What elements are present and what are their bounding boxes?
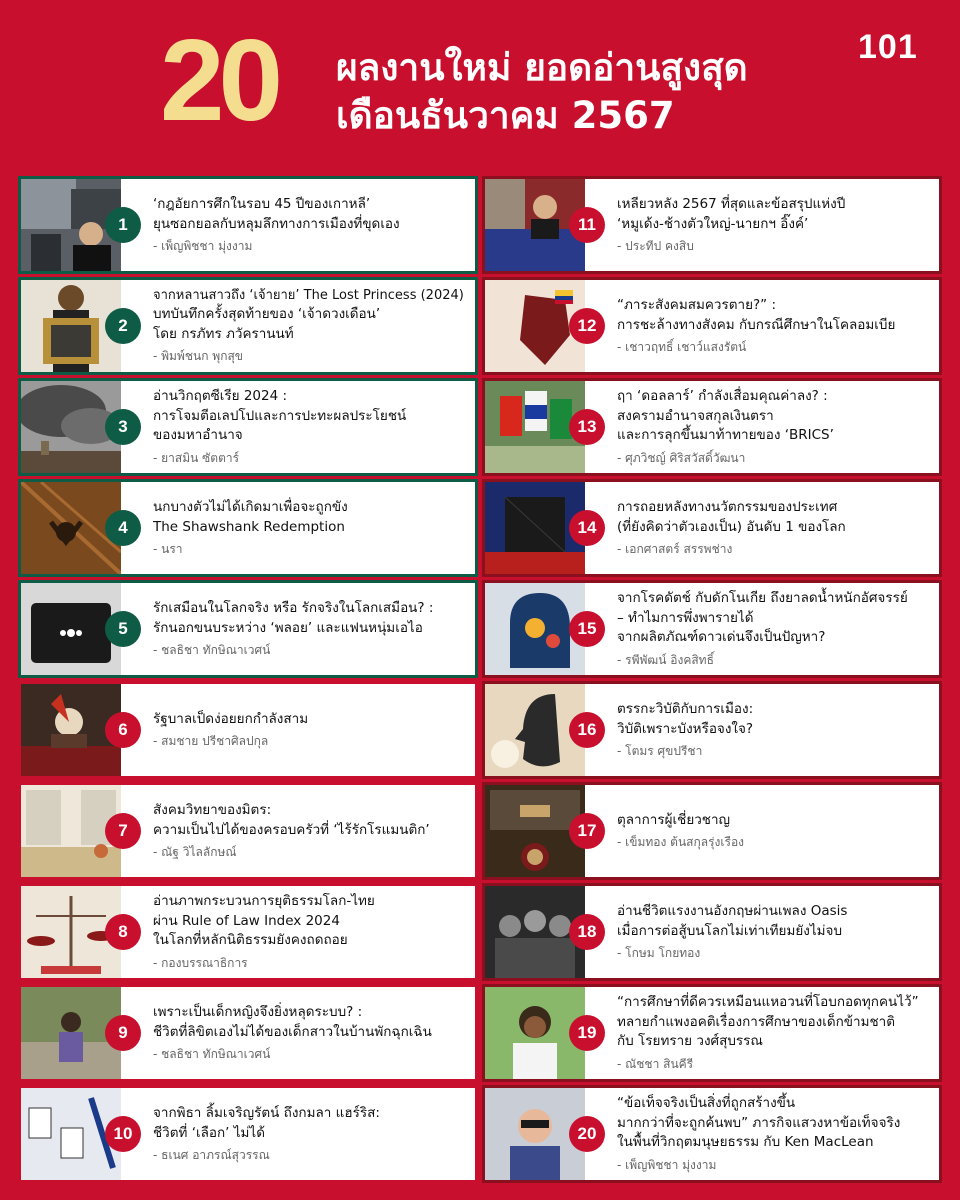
article-text xyxy=(153,179,469,271)
article-card[interactable] xyxy=(482,1085,942,1183)
article-card[interactable] xyxy=(482,883,942,981)
article-text xyxy=(153,684,469,776)
article-title-line: “การศึกษาที่ดีควรเหมือนแหอวนที่โอบกอดทุกคนไว้” xyxy=(617,994,919,1011)
article-text xyxy=(617,280,933,372)
article-title-line: ผ่าน Rule of Law Index 2024 xyxy=(153,912,340,929)
article-author: - พิมพ์ชนก พุกสุข xyxy=(153,349,244,364)
article-author: - โตมร ศุขปรีชา xyxy=(617,744,703,759)
article-text xyxy=(153,785,469,877)
rank-badge: 13 xyxy=(569,409,605,445)
rank-badge: 14 xyxy=(569,510,605,546)
article-title-line: นกบางตัวไม่ได้เกิดมาเพื่อจะถูกขัง xyxy=(153,498,348,515)
article-title-line: ความเป็นไปได้ของครอบครัวที่ ‘ไร้รักโรแมนติก’ xyxy=(153,821,430,838)
article-title-line: ชีวิตที่ ‘เลือก’ ไม่ได้ xyxy=(153,1124,265,1141)
rank-badge: 8 xyxy=(105,914,141,950)
article-title-line: เหลียวหลัง 2567 ที่สุดและข้อสรุปแห่งปี xyxy=(617,195,846,212)
article-title-line: เพราะเป็นเด็กหญิงจึงยิ่งหลุดระบบ? : xyxy=(153,1003,363,1020)
rank-badge: 17 xyxy=(569,813,605,849)
rank-badge: 5 xyxy=(105,611,141,647)
article-title-line: จากพิธา ลิ้มเจริญรัตน์ ถึงกมลา แฮร์ริส: xyxy=(153,1104,380,1121)
article-title-line: การชะล้างทางสังคม กับกรณีศึกษาในโคลอมเบีย xyxy=(617,316,896,333)
article-title-line: (ที่ยังคิดว่าตัวเองเป็น) อันดับ 1 ของโลก xyxy=(617,518,846,535)
article-author: - เพ็ญพิชชา มุ่งงาม xyxy=(617,1157,717,1172)
article-title-line: การถอยหลังทางนวัตกรรมของประเทศ xyxy=(617,498,838,515)
article-title-line: บทบันทึกครั้งสุดท้ายของ ‘เจ้าดวงเดือน’ xyxy=(153,306,381,323)
article-card[interactable] xyxy=(18,580,478,678)
article-text xyxy=(153,381,469,473)
right-article-column xyxy=(482,176,942,1186)
article-text xyxy=(617,684,933,776)
article-card[interactable] xyxy=(482,580,942,678)
headline-line-2: เดือนธันวาคม 2567 xyxy=(336,94,675,137)
article-title-line: อ่านวิกฤตซีเรีย 2024 : xyxy=(153,388,288,405)
article-title-line: ของมหาอำนาจ xyxy=(153,427,243,444)
article-author: - ชลธิชา ทักษิณาเวศน์ xyxy=(153,643,271,658)
article-text xyxy=(617,179,933,271)
article-title-line: ยุนซอกยอลกับหลุมลึกทางการเมืองที่ขุดเอง xyxy=(153,215,400,232)
article-title-line: วิบัติเพราะบังหรือจงใจ? xyxy=(617,720,754,737)
article-title-line: อ่านภาพกระบวนการยุติธรรมโลก-ไทย xyxy=(153,893,375,910)
article-text xyxy=(153,886,469,978)
article-author: - ประทีป คงสิบ xyxy=(617,239,694,254)
article-text xyxy=(153,1088,469,1180)
article-author: - ยาสมิน ซัตตาร์ xyxy=(153,450,240,465)
rank-badge: 20 xyxy=(569,1116,605,1152)
article-card[interactable] xyxy=(18,176,478,274)
article-title-line: โดย กรภัทร ภวัครานนท์ xyxy=(153,325,294,342)
article-title-line: อ่านชีวิตแรงงานอังกฤษผ่านเพลง Oasis xyxy=(617,902,848,919)
rank-badge: 10 xyxy=(105,1116,141,1152)
article-title-line: รักเสมือนในโลกจริง หรือ รักจริงในโลกเสมือน? : xyxy=(153,599,434,616)
article-title-line: ตุลาการผู้เชี่ยวชาญ xyxy=(617,811,731,828)
article-title-line: ในโลกที่หลักนิติธรรมยังคงถดถอย xyxy=(153,932,348,949)
article-title-line: สังคมวิทยาของมิตร: xyxy=(153,801,272,818)
article-title-line: ชีวิตที่ลิขิตเองไม่ได้ของเด็กสาวในบ้านพักฉุกเฉิน xyxy=(153,1023,432,1040)
article-card[interactable] xyxy=(482,782,942,880)
article-author: - เอกศาสตร์ สรรพช่าง xyxy=(617,542,733,557)
article-card[interactable] xyxy=(18,1085,478,1183)
article-title-line: เมื่อการต่อสู้บนโลกไม่เท่าเทียมยังไม่จบ xyxy=(617,922,843,939)
article-card[interactable] xyxy=(482,681,942,779)
article-card[interactable] xyxy=(482,176,942,274)
rank-badge: 1 xyxy=(105,207,141,243)
article-author: - เข็มทอง ต้นสกุลรุ่งเรือง xyxy=(617,835,745,850)
rank-badge: 2 xyxy=(105,308,141,344)
headline-count: 20 xyxy=(160,15,278,145)
rank-badge: 15 xyxy=(569,611,605,647)
article-card[interactable] xyxy=(482,479,942,577)
article-author: - ศุภวิชญ์ ศิริสวัสดิ์วัฒนา xyxy=(617,450,746,465)
article-card[interactable] xyxy=(482,984,942,1082)
article-title-line: ทลายกำแพงอคติเรื่องการศึกษาของเด็กข้ามชาติ xyxy=(617,1013,896,1030)
article-author: - กองบรรณาธิการ xyxy=(153,955,248,970)
article-title-line: ฤา ‘ดอลลาร์’ กำลังเสื่อมคุณค่าลง? : xyxy=(617,388,828,405)
article-title-line: The Shawshank Redemption xyxy=(153,518,345,535)
article-text xyxy=(617,381,933,473)
article-card[interactable] xyxy=(18,479,478,577)
article-title-line: กับ โรยทราย วงศ์สุบรรณ xyxy=(617,1033,763,1050)
article-text xyxy=(617,886,933,978)
header xyxy=(0,0,960,170)
article-title-line: มากกว่าที่จะถูกค้นพบ” ภารกิจแสวงหาข้อเท็จจริง xyxy=(617,1114,901,1131)
article-title-line: รัฐบาลเป็ดง่อยยกกำลังสาม xyxy=(153,710,309,727)
article-title-line: รักนอกขนบระหว่าง ‘พลอย’ และแฟนหนุ่มเอไอ xyxy=(153,619,423,636)
article-text xyxy=(153,482,469,574)
article-card[interactable] xyxy=(18,782,478,880)
article-title-line: “ข้อเท็จจริงเป็นสิ่งที่ถูกสร้างขึ้น xyxy=(617,1095,796,1112)
article-title-line: ตรรกะวิบัติกับการเมือง: xyxy=(617,700,754,717)
article-author: - เพ็ญพิชชา มุ่งงาม xyxy=(153,239,253,254)
rank-badge: 3 xyxy=(105,409,141,445)
article-title-line: สงครามอำนาจสกุลเงินตรา xyxy=(617,407,774,424)
article-card[interactable] xyxy=(18,681,478,779)
article-title-line: – ทำไมการพึ่งพารายได้ xyxy=(617,609,754,626)
article-title-line: การโจมตีอเลปโปและการปะทะผลประโยชน์ xyxy=(153,407,407,424)
article-title-line: จากผลิตภัณฑ์ดาวเด่นจึงเป็นปัญหา? xyxy=(617,629,826,646)
article-author: - สมชาย ปรีชาศิลปกุล xyxy=(153,734,269,749)
brand-logo: 101 xyxy=(858,28,918,66)
article-text xyxy=(617,583,933,675)
left-article-column xyxy=(18,176,478,1186)
article-card[interactable] xyxy=(482,277,942,375)
article-author: - ณัฐ วิไลลักษณ์ xyxy=(153,845,237,860)
article-title-line: ‘หมูเด้ง-ช้างตัวใหญ่-นายกฯ อิ๊งค์’ xyxy=(617,215,809,232)
article-title-line: จากหลานสาวถึง ‘เจ้ายาย’ The Lost Princess (2024) xyxy=(153,287,464,303)
rank-badge: 19 xyxy=(569,1015,605,1051)
article-text xyxy=(153,280,469,372)
article-title-line: จากโรคดัตช์ กับดักโนเกีย ถึงยาลดน้ำหนักอัศจรรย์ xyxy=(617,590,908,607)
article-title-line: “ภาระสังคมสมควรตาย?” : xyxy=(617,296,776,313)
rank-badge: 7 xyxy=(105,813,141,849)
article-title-line: และการลุกขึ้นมาท้าทายของ ‘BRICS’ xyxy=(617,427,834,444)
headline-line-1: ผลงานใหม่ ยอดอ่านสูงสุด xyxy=(336,46,748,89)
article-title-line: ในพื้นที่วิกฤตมนุษยธรรม กับ Ken MacLean xyxy=(617,1134,874,1151)
article-author: - รพีพัฒน์ อิงคสิทธิ์ xyxy=(617,652,714,667)
rank-badge: 12 xyxy=(569,308,605,344)
article-author: - นรา xyxy=(153,542,183,557)
article-text xyxy=(617,1088,933,1180)
article-author: - ณัชชา สินคีรี xyxy=(617,1056,694,1071)
article-card[interactable] xyxy=(18,277,478,375)
article-card[interactable] xyxy=(18,378,478,476)
article-text xyxy=(153,987,469,1079)
rank-badge: 16 xyxy=(569,712,605,748)
article-author: - เชาวฤทธิ์ เชาว์แสงรัตน์ xyxy=(617,340,747,355)
article-card[interactable] xyxy=(482,378,942,476)
article-text xyxy=(617,785,933,877)
rank-badge: 18 xyxy=(569,914,605,950)
rank-badge: 6 xyxy=(105,712,141,748)
article-author: - ธเนศ อาภรณ์สุวรรณ xyxy=(153,1148,270,1163)
article-author: - โกษม โกยทอง xyxy=(617,946,701,961)
article-card[interactable] xyxy=(18,984,478,1082)
rank-badge: 9 xyxy=(105,1015,141,1051)
article-card[interactable] xyxy=(18,883,478,981)
article-text xyxy=(153,583,469,675)
rank-badge: 11 xyxy=(569,207,605,243)
article-text xyxy=(617,987,933,1079)
article-author: - ชลธิชา ทักษิณาเวศน์ xyxy=(153,1047,271,1062)
rank-badge: 4 xyxy=(105,510,141,546)
article-text xyxy=(617,482,933,574)
article-title-line: ‘กฎอัยการศึกในรอบ 45 ปีของเกาหลี’ xyxy=(153,195,371,212)
